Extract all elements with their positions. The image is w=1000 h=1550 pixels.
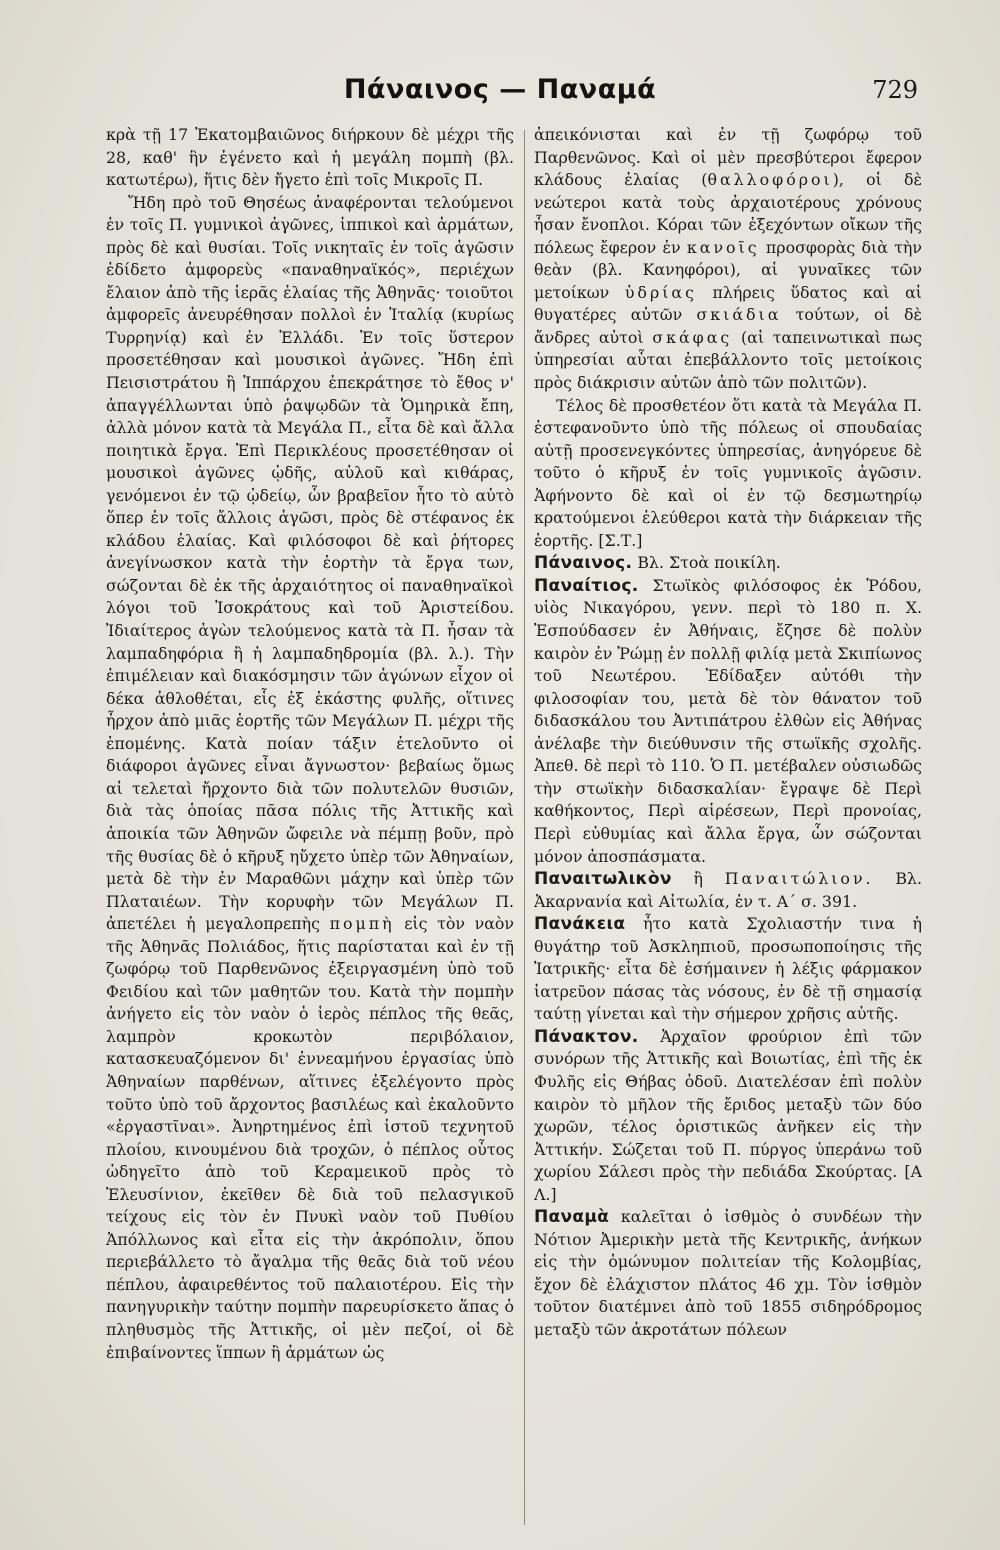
entry-text: Βλ. Ἀκαρνανία καὶ Αἰτωλία, ἐν τ. Α΄ σ. 391. — [534, 869, 922, 911]
spaced-word: κανοῖς — [686, 237, 760, 257]
text-run: προσφορὰς διὰ τὴν θεὰν (βλ. Κανηφόροι), αἱ γυναῖκες τῶν μετοίκων — [534, 237, 922, 302]
left-paragraph-2-text: Ἤδη πρὸ τοῦ Θησέως ἀναφέρονται τελούμενοι ἐν τοῖς Π. γυμνικοὶ ἀγῶνες, ἱππικοὶ καὶ ἁρμάτων, πρὸς δὲ καὶ θυσίαι. Τοῖς νικηταῖς ἐν τοῖς ἀγῶσιν ἐδίδετο ἀμφορεὺς «παναθηναϊκός», περιέχων ἔλαιον ἀπὸ τῆς ἱερᾶς ἐλαίας τῆς Ἀθηνᾶς· τοιοῦτοι ἀμφορεῖς ἀνευρέθησαν πολλοὶ ἐν Ἰταλίᾳ (κυρίως Τυρρηνίᾳ) καὶ ἐν Ἑλλάδι. Ἐν τοῖς ὕστερον προσετέθησαν καὶ μουσικοὶ ἀγῶνες. Ἤδη ἐπὶ Πεισιστράτου ἢ Ἱππάρχου ἐπεκράτησε τὸ ἔθος ν' ἀπαγγέλλωνται ὑπὸ ῥαψῳδῶν τὰ Ὁμηρικὰ ἔπη, ἀλλὰ μόνον κατὰ τὰ Μεγάλα Π., εἶτα δὲ καὶ ἄλλα ποιητικὰ ἔργα. Ἐπὶ Περικλέους προσετέθησαν οἱ μουσικοὶ ἀγῶνες ᾠδῆς, αὐλοῦ καὶ κιθάρας, γενόμενοι ἐν τῷ ᾠδείῳ, ὧν βραβεῖον ἦτο τὸ αὐτὸ ὅπερ ἐν τοῖς ἄλλοις ἀγῶσι, πρὸς δὲ στέφανος ἐκ κλάδου ἐλαίας. Καὶ φιλόσοφοι δὲ καὶ ῥήτορες ἀνεγίνωσκον κατὰ τὴν ἑορτὴν τὰ ἔργα των, σώζονται δὲ ἐκ τῆς ἀρχαιότητος οἱ παναθηναϊκοὶ λόγοι τοῦ Ἰσοκράτους καὶ τοῦ Ἀριστείδου. Ἰδιαίτερος ἀγὼν τελούμενος κατὰ τὰ Π. ἦσαν τὰ λαμπαδηφόρια ἢ ἡ λαμπαδηδρομία (βλ. λ.). Τὴν ἐπιμέλειαν καὶ διακόσμησιν τῶν ἀγώνων εἶχον οἱ δέκα ἀθλοθέται, εἷς ἐξ ἑκάστης φυλῆς, οἵτινες ἦρχον ἀπὸ μιᾶς ἑορτῆς τῶν Μεγάλων Π. μέχρι τῆς ἑπομένης. Κατὰ ποίαν τάξιν ἐτελοῦντο οἱ διάφοροι ἀγῶνες εἶναι ἄγνωστον· βεβαίως ὅμως αἱ τελεταὶ ἤρχοντο διὰ τῶν πολυτελῶν θυσιῶν, διὰ τὰς ὁποίας πᾶσα πόλις τῆς Ἀττικῆς καὶ ἀποικία τῶν Ἀθηνῶν ὤφειλε νὰ πέμπῃ βοῦν, πρὸ τῆς θυσίας δὲ ὁ κῆρυξ ηὔχετο ὑπὲρ τῶν Ἀθηναίων, μετὰ δὲ τὴν ἐν Μαραθῶνι μάχην καὶ ὑπὲρ τῶν Πλαταιέων. Τὴν κορυφὴν τῶν Μεγάλων Π. ἀπετέλει ἡ μεγαλοπρεπὴς — [106, 192, 514, 934]
spaced-word: σκάφας — [652, 327, 733, 347]
entry-panaitios — [534, 575, 922, 868]
right-paragraph-2: Τέλος δὲ προσθετέον ὅτι κατὰ τὰ Μεγάλα Π. ἐστεφανοῦντο ὑπὸ τῆς πόλεως οἱ σπουδαίας αὐτῇ προσενεγκόντες ὑπηρεσίας, ἀνηγόρευε δὲ τοῦτο ὁ κῆρυξ ἐν τοῖς γυμνικοῖς ἀγῶσιν. Ἀφήνοντο δὲ καὶ οἱ ἐν τῷ δεσμωτηρίῳ κρατούμενοι ἐλεύθεροι κατὰ τὴν διάρκειαν τῆς ἑορτῆς. [Σ.Τ.] — [534, 395, 922, 550]
spaced-word: θαλλοφόροι — [707, 170, 833, 190]
headword: Παναμὰ — [534, 1207, 610, 1228]
spaced-word: ὑδρίας — [624, 282, 697, 302]
left-paragraph-2 — [106, 192, 514, 1364]
left-paragraph-1: κρὰ τῇ 17 Ἑκατομβαιῶνος διήρκουν δὲ μέχρι τῆς 28, καθ' ἣν ἐγένετο καὶ ἡ μεγάλη πομπὴ (βλ. κατωτέρω), ἥτις δὲν ἤγετο ἐπὶ τοῖς Μικροῖς Π. — [106, 125, 514, 190]
column-divider — [524, 130, 525, 1525]
spaced-word: Παναιτώλιον. — [724, 869, 874, 889]
page-number: 729 — [872, 76, 918, 104]
headword: Πάναινος. — [534, 553, 633, 574]
headword: Παναιτωλικὸν — [534, 869, 672, 890]
running-title: Πάναινος — Παναμά — [343, 74, 657, 105]
entry-text: Βλ. Στοὰ ποικίλη. — [637, 553, 781, 573]
entry-text: ἢ — [693, 869, 703, 889]
entry-text: ἦτο κατὰ Σχολιαστήν τινα ἡ θυγάτηρ τοῦ Ἀσκληπιοῦ, προσωποποίησις τῆς Ἰατρικῆς· εἶτα δὲ ἐσήμαινεν ἡ λέξις φάρμακον ἰατρεῦον πάσας τὰς νόσους, ἐν δὲ τῇ σημασίᾳ ταύτῃ γίνεται καὶ τὴν σήμερον χρῆσις αὐτῆς. — [534, 914, 922, 1024]
text-run: ), οἱ δὲ νεώτεροι κατὰ τοὺς ἀρχαιοτέρους χρόνους ἦσαν ἔνοπλοι. Κόραι τῶν ἐξεχόντων οἴκων τῆς πόλεως ἔφερον ἐν — [534, 170, 922, 257]
entry-panaitolikon — [534, 868, 922, 913]
text-run: τούτων, οἱ δὲ ἄνδρες αὐτοὶ — [534, 305, 922, 347]
running-head — [0, 72, 1000, 112]
entry-panainos — [534, 552, 922, 575]
entry-panakeia — [534, 913, 922, 1026]
spaced-word: σκιάδια — [696, 305, 782, 325]
headword: Παναίτιος. — [534, 575, 639, 596]
entry-text: καλεῖται ὁ ἰσθμὸς ὁ συνδέων τὴν Νότιον Ἀμερικὴν μετὰ τῆς Κεντρικῆς, ἀνήκων εἰς τὴν ὁμώνυμον πολιτείαν τῆς Κολομβίας, ἔχον δὲ ἐλάχιστον πλάτος 46 χμ. Τὸν ἰσθμὸν τοῦτον διατέμνει ἀπὸ τοῦ 1855 σιδηρόδρομος μεταξὺ τῶν ἀκροτάτων πόλεων — [534, 1207, 922, 1339]
entry-text: Στωϊκὸς φιλόσοφος ἐκ Ῥόδου, υἱὸς Νικαγόρου, γενν. περὶ τὸ 180 π. Χ. Ἐσπούδασεν ἐν Ἀθήναις, ἔζησε δὲ πολὺν καιρὸν ἐν Ῥώμῃ ἐν πολλῇ φιλίᾳ μετὰ Σκιπίωνος τοῦ Νεωτέρου. Ἐδίδαξεν αὐτόθι τὴν φιλοσοφίαν του, μετὰ δὲ τὸν θάνατον τοῦ διδασκάλου του Ἀντιπάτρου ἐλθὼν εἰς Ἀθήνας ἀνέλαβε τὴν διεύθυνσιν τῆς στωϊκῆς σχολῆς. Ἀπεθ. δὲ περὶ τὸ 110. Ὁ Π. μετέβαλεν οὐσιωδῶς τὴν στωϊκὴν διδασκαλίαν· ἔγραψε δὲ Περὶ καθήκοντος, Περὶ αἱρέσεων, Περὶ προνοίας, Περὶ εὐθυμίας καὶ ἄλλα ἔργα, ὧν σώζονται μόνον ἀποσπάσματα. — [534, 575, 922, 866]
entry-panakton — [534, 1026, 922, 1206]
right-paragraph-1 — [534, 124, 922, 395]
right-column — [534, 124, 922, 1524]
text-run: (αἱ ταπεινωτικαὶ πως ὑπηρεσίαι αὗται ἐπεβάλλοντο τοῖς μετοίκοις πρὸς διάκρισιν αὐτῶν ἀπὸ τῶν πολιτῶν). — [534, 327, 922, 393]
text-run: ἀπεικόνισται καὶ ἐν τῇ ζωφόρῳ τοῦ Παρθενῶνος. Καὶ οἱ μὲν πρεσβύτεροι ἔφερον κλάδους ἐλαίας ( — [534, 125, 922, 190]
text-run: πλήρεις ὕδατος καὶ αἱ θυγατέρες αὐτῶν — [534, 282, 922, 325]
entry-panama — [534, 1206, 922, 1341]
left-column — [106, 124, 514, 1524]
headword: Πάνακτον. — [534, 1026, 639, 1047]
entry-text: Ἀρχαῖον φρούριον ἐπὶ τῶν συνόρων τῆς Ἀττικῆς καὶ Βοιωτίας, ἐπὶ τῆς ἐκ Φυλῆς εἰς Θήβας ὁδοῦ. Διατελέσαν ἐπὶ πολὺν καιρὸν τὸ μῆλον τῆς ἔριδος μεταξὺ τῶν δύο χωρῶν, τέλος ὁριστικῶς ἀνῆκεν εἰς τὴν Ἀττικήν. Σώζεται τοῦ Π. πύργος ὑπεράνω τοῦ χωρίου Σάλεσι πρὸς τὴν πεδιάδα Σκούρτας. [Α Λ.] — [534, 1026, 922, 1204]
headword: Πανάκεια — [534, 914, 626, 935]
spaced-word-pompi: πομπὴ — [329, 914, 395, 934]
left-paragraph-2-end: εἰς τὸν ναὸν τῆς Ἀθηνᾶς Πολιάδος, ἥτις παρίσταται καὶ ἐν τῇ ζωφόρῳ τοῦ Παρθενῶνος ἐξειργασμένη ὑπὸ τοῦ Φειδίου καὶ τῶν μαθητῶν του. Κατὰ τὴν πομπὴν ἀνήγετο εἰς τὸν ναὸν ὁ ἱερὸς πέπλος τῆς θεᾶς, λαμπρὸν κροκωτὸν περιβόλαιον, κατασκευαζόμενον δι' ἐννεαμήνου ἐργασίας ὑπὸ Ἀθηναίων παρθένων, αἵτινες ἐξελέγοντο πρὸς τοῦτο ὑπὸ τοῦ ἄρχοντος βασιλέως καὶ ἐκαλοῦντο «ἐργαστῖναι». Ἀνηρτημένος ἐπὶ ἱστοῦ τεχνητοῦ πλοίου, κινουμένου διὰ τροχῶν, ὁ πέπλος οὗτος ὠδηγεῖτο ἀπὸ τοῦ Κεραμεικοῦ πρὸς τὸ Ἐλευσίνιον, ἐκεῖθεν δὲ διὰ τοῦ πελασγικοῦ τείχους εἰς τὸν ἐν Πνυκὶ ναὸν τοῦ Πυθίου Ἀπόλλωνος καὶ εἶτα εἰς τὴν ἀκρόπολιν, ὅπου περιεβάλλετο τὸ ἄγαλμα τῆς θεᾶς διὰ τοῦ νέου πέπλου, ἀφαιρεθέντος τοῦ παλαιοτέρου. Εἰς τὴν πανηγυρικὴν ταύτην πομπὴν παρευρίσκετο ἅπας ὁ πληθυσμὸς τῆς Ἀττικῆς, οἱ μὲν πεζοί, οἱ δὲ ἐπιβαίνοντες ἵππων ἢ ἁρμάτων ὡς — [106, 914, 514, 1362]
